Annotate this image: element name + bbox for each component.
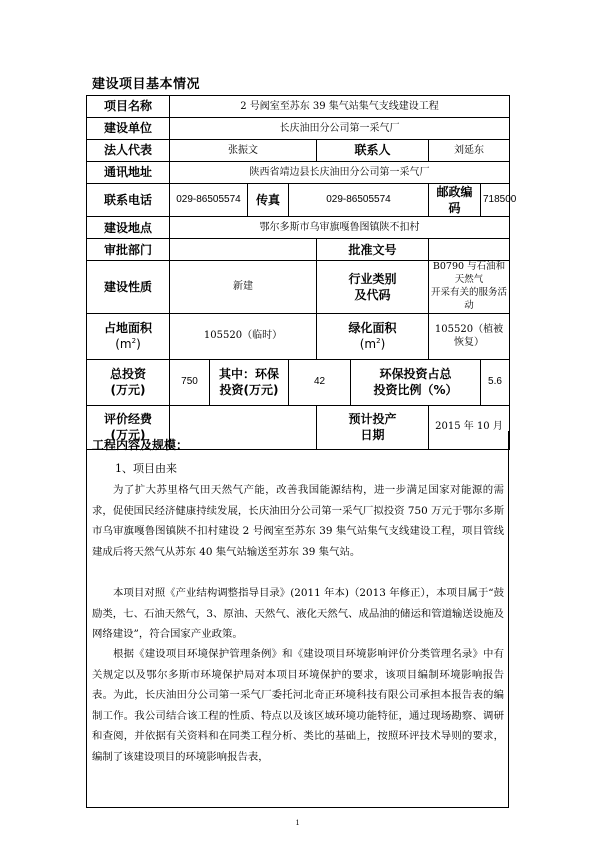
- table-row: [87, 184, 510, 217]
- env-invest-label: [210, 359, 289, 405]
- invest-label-line-1: 总投资: [109, 366, 146, 381]
- industry-label-line-2: 及代码: [354, 288, 391, 302]
- approval-no-value: [429, 239, 510, 261]
- green-unit-pre: (m: [359, 337, 377, 352]
- invest-value: 750: [170, 359, 210, 405]
- area-unit-sup: 2: [131, 337, 137, 346]
- area-value: 105520（临时）: [170, 313, 317, 359]
- industry-value: [429, 261, 510, 313]
- project-info-table: [86, 95, 517, 450]
- green-label: [317, 313, 429, 359]
- unit-value: 长庆油田分公司第一采气厂: [170, 118, 510, 140]
- legal-rep-value: 张振文: [170, 140, 317, 162]
- project-name-label: 项目名称: [87, 96, 170, 118]
- subsection-title: 1、项目由来: [115, 462, 177, 475]
- table-row: [87, 217, 510, 239]
- eval-fee-label-line-1: 评价经费: [103, 411, 152, 426]
- table-row: [87, 140, 510, 162]
- green-unit-post: ): [380, 337, 386, 352]
- area-label-text: 占地面积: [103, 320, 152, 335]
- industry-label-line-1: 行业类别: [348, 271, 397, 286]
- env-invest-label-line-2: 投资(万元): [219, 383, 279, 398]
- postcode-label: 邮政编码: [429, 184, 481, 217]
- industry-value-line-2: 开采有关的服务活动: [431, 287, 508, 311]
- nature-value: 新建: [170, 261, 317, 313]
- eval-fee-label-line-2: (万元): [110, 428, 146, 443]
- ratio-label-line-1: 环保投资占总: [379, 366, 452, 381]
- start-label-line-2: 日期: [360, 428, 385, 443]
- fax-label: 传真: [248, 184, 289, 217]
- approval-no-label: 批准文号: [317, 239, 429, 261]
- project-name-value: 2 号阀室至苏东 39 集气站集气支线建设工程: [170, 96, 510, 118]
- ratio-value: 5.6: [481, 359, 510, 405]
- table-row: [87, 96, 510, 118]
- nature-label: 建设性质: [87, 261, 170, 313]
- paragraph-3: 根据《建设项目环境保护管理条例》和《建设项目环境影响评价分类管理名录》中有关规定以及鄂尔多斯市环境保护局对本项目环境保护的要求，该项目编制环境影响报告表。为此，长庆油田分公司第一采气厂委托河北奇正环境科技有限公司承担本报告表的编制工作。我公司结合该工程的性质、特点以及该区域环境功能特征，通过现场勘察、调研和查阅，并依据有关资料和在同类工程分析、类比的基础上，按照环评技术导则的要求，编制了该建设项目的环境影响报告表，: [92, 648, 504, 763]
- table-row: [87, 261, 510, 313]
- industry-label: [317, 261, 429, 313]
- paragraph-1: 为了扩大苏里格气田天然气产能，改善我国能源结构，进一步满足国家对能源的需求，促使国民经济健康持续发展，长庆油田分公司第一采气厂拟投资 750 万元于鄂尔多斯市乌审旗嘎鲁图镇陕不扣村建设 2 号阀室至苏东 39 集气站集气支线建设工程，项目管线建成后将天然气从苏东 40 集气站输送至苏东 39 集气站。: [92, 484, 504, 558]
- area-unit-post: ): [136, 337, 141, 352]
- ratio-label-line-2: 投资比例（%）: [373, 383, 458, 398]
- env-invest-value: 42: [289, 359, 351, 405]
- start-label-line-1: 预计投产: [348, 411, 397, 426]
- env-invest-label-line-1: 其中：环保: [218, 366, 279, 381]
- area-label: [87, 313, 170, 359]
- address-label: 通讯地址: [87, 162, 170, 184]
- section-title: 工程内容及规模：: [92, 438, 189, 452]
- fax-value: 029-86505574: [289, 184, 429, 217]
- area-unit: [115, 337, 141, 351]
- site-value: 鄂尔多斯市乌审旗嘎鲁图镇陕不扣村: [170, 217, 510, 239]
- phone-value: 029-86505574: [170, 184, 248, 217]
- approval-dept-label: 审批部门: [87, 239, 170, 261]
- table-row: [87, 118, 510, 140]
- page-title: 建设项目基本情况: [92, 77, 201, 92]
- page-number: 1: [295, 818, 300, 827]
- legal-rep-label: 法人代表: [87, 140, 170, 162]
- table-row: [87, 359, 510, 405]
- contact-label: 联系人: [317, 140, 429, 162]
- table-row: [87, 162, 510, 184]
- postcode-value: 718500: [481, 184, 510, 217]
- site-label: 建设地点: [87, 217, 170, 239]
- paragraph-2: 本项目对照《产业结构调整指导目录》(2011 年本)（2013 年修正），本项目属于“鼓励类，七、石油天然气，3、原油、天然气、液化天然气、成品油的储运和管道输送设施及网络建设”，符合国家产业政策。: [92, 587, 504, 640]
- phone-label: 联系电话: [87, 184, 170, 217]
- invest-label: [87, 359, 170, 405]
- address-value: 陕西省靖边县长庆油田分公司第一采气厂: [170, 162, 510, 184]
- area-unit-pre: (m: [115, 337, 132, 352]
- green-value: 105520（植被恢复）: [429, 313, 510, 359]
- green-unit: [360, 337, 386, 351]
- unit-label: 建设单位: [87, 118, 170, 140]
- table-row: [87, 313, 510, 359]
- start-value: 2015 年 10 月: [429, 405, 510, 449]
- invest-label-line-2: (万元): [110, 383, 146, 398]
- contact-value: 刘延东: [429, 140, 510, 162]
- table-row: [87, 239, 510, 261]
- green-unit-sup: 2: [376, 337, 381, 346]
- ratio-label: [351, 359, 481, 405]
- industry-value-line-1: B0790 与石油和天然气: [432, 261, 506, 286]
- green-label-text: 绿化面积: [348, 320, 397, 335]
- approval-dept-value: [170, 239, 317, 261]
